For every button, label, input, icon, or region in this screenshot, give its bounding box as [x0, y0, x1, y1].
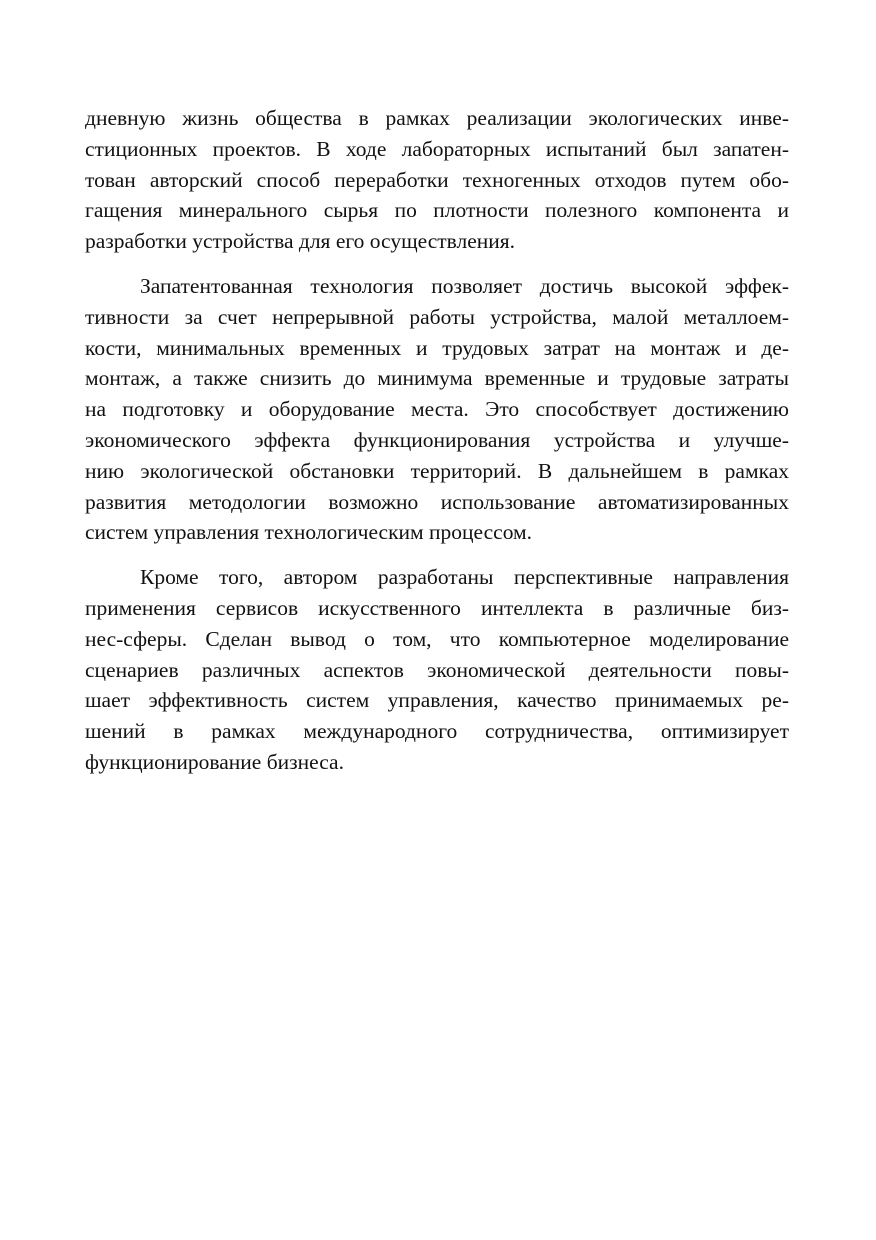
- text-line: на подготовку и оборудование места. Это способствует достижению: [85, 397, 789, 422]
- text-line: стиционных проектов. В ходе лабораторных испытаний был запатен-: [85, 136, 789, 161]
- text-line: экономического эффекта функционирования устройства и улучше-: [85, 427, 789, 452]
- text-line: монтаж, а также снизить до минимума временные и трудовые затраты: [85, 366, 789, 391]
- text-line: сценариев различных аспектов экономической деятельности повы-: [85, 657, 789, 682]
- text-line: нес-сферы. Сделан вывод о том, что компьютерное моделирование: [85, 626, 789, 651]
- text-line: Запатентованная технология позволяет достичь высокой эффек-: [140, 273, 789, 298]
- text-line: тован авторский способ переработки техногенных отходов путем обо-: [85, 167, 789, 192]
- text-line: тивности за счет непрерывной работы устройства, малой металлоем-: [85, 304, 789, 329]
- text-line: функционирование бизнеса.: [85, 749, 344, 774]
- text-line: кости, минимальных временных и трудовых затрат на монтаж и де-: [85, 335, 789, 360]
- paragraph-2: [85, 271, 789, 548]
- text-line: шений в рамках международного сотрудничества, оптимизирует: [85, 719, 789, 744]
- paragraph-3: [85, 562, 789, 778]
- paragraph-gap: [85, 548, 789, 562]
- body-text: [85, 103, 789, 778]
- text-line: разработки устройства для его осуществления.: [85, 229, 516, 254]
- text-line: Кроме того, автором разработаны перспективные направления: [140, 565, 789, 590]
- paragraph-gap: [85, 257, 789, 271]
- text-line: гащения минерального сырья по плотности полезного компонента и: [85, 198, 789, 223]
- text-line: развития методологии возможно использование автоматизированных: [85, 489, 789, 514]
- text-line: систем управления технологическим процессом.: [85, 520, 533, 545]
- text-line: применения сервисов искусственного интеллекта в различные биз-: [85, 595, 789, 620]
- text-line: нию экологической обстановки территорий. В дальнейшем в рамках: [85, 458, 789, 483]
- paragraph-1: [85, 103, 789, 257]
- text-line: дневную жизнь общества в рамках реализации экологических инве-: [85, 106, 789, 130]
- text-line: шает эффективность систем управления, качество принимаемых ре-: [85, 688, 789, 713]
